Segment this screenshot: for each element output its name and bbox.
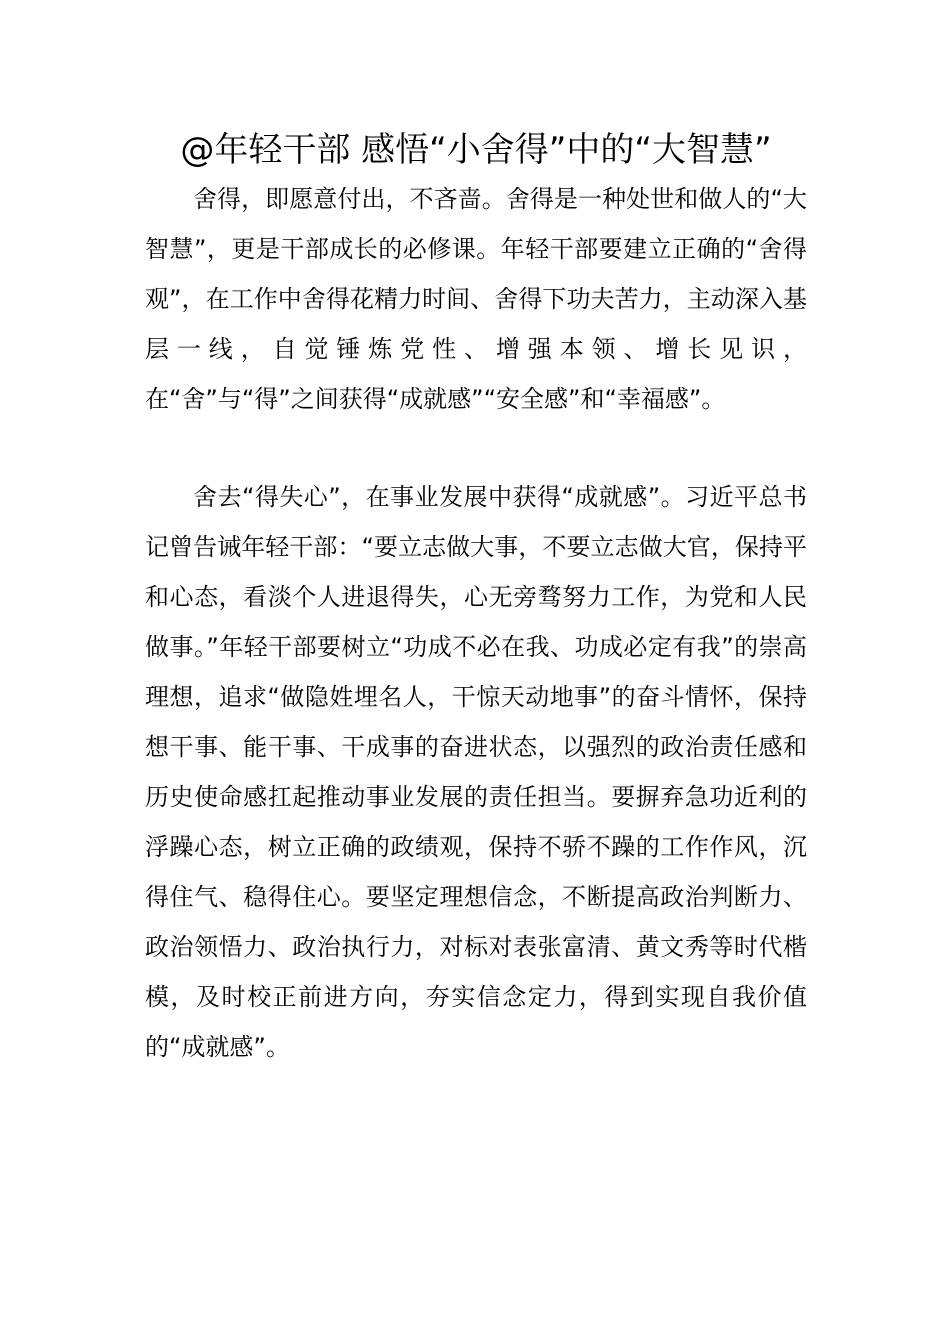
paragraph-intro: 舍得，即愿意付出，不吝啬。舍得是一种处世和做人的“大智慧”，更是干部成长的必修课。年轻干部要建立正确的“舍得观”，在工作中舍得花精力时间、舍得下功夫苦力，主动深入基层一线，自觉锤炼党性、增强本领、增长见识，在“舍”与“得”之间获得“成就感”“安全感”和“幸福感”。 <box>145 185 807 413</box>
paragraph-spacer <box>145 424 807 472</box>
document-body <box>145 128 807 1072</box>
paragraph-achievement: 舍去“得失心”，在事业发展中获得“成就感”。习近平总书记曾告诫年轻干部：“要立志做大事，不要立志做大官，保持平和心态，看淡个人进退得失，心无旁骛努力工作，为党和人民做事。”年轻干部要树立“功成不必在我、功成必定有我”的崇高理想，追求“做隐姓埋名人，干惊天动地事”的奋斗情怀，保持想干事、能干事、干成事的奋进状态，以强烈的政治责任感和历史使命感扛起推动事业发展的责任担当。要摒弃急功近利的浮躁心态，树立正确的政绩观，保持不骄不躁的工作作风，沉得住气、稳得住心。要坚定理想信念，不断提高政治判断力、政治领悟力、政治执行力，对标对表张富清、黄文秀等时代楷模，及时校正前进方向，夯实信念定力，得到实现自我价值的“成就感”。 <box>145 483 807 1061</box>
document-title: @年轻干部 感悟“小舍得”中的“大智慧” <box>180 130 772 170</box>
